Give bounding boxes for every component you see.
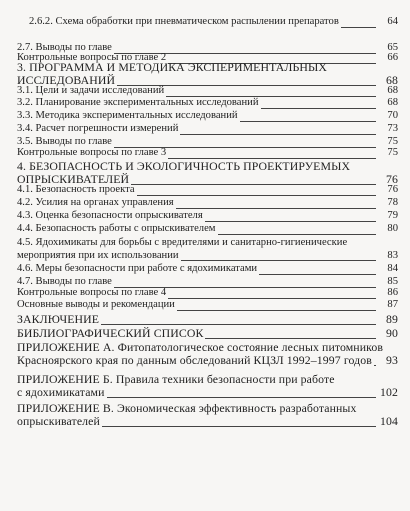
toc-entry-text: 3. ПРОГРАММА И МЕТОДИКА ЭКСПЕРИМЕНТАЛЬНЫХ [17, 60, 328, 74]
toc-entry [17, 197, 398, 210]
toc-entry [17, 327, 398, 340]
toc-entry-line [17, 237, 398, 250]
toc-page-number: 90 [386, 326, 398, 340]
toc-entry [17, 110, 398, 123]
toc-entry-line [17, 386, 398, 399]
toc-entry-text: Основные выводы и рекомендации [17, 299, 175, 310]
toc-entry [17, 373, 398, 399]
dot-leader [180, 134, 376, 135]
toc-entry-text: 3.5. Выводы по главе [17, 136, 112, 147]
toc-entry [17, 61, 398, 87]
toc-entry [17, 402, 398, 428]
toc-entry-line [17, 354, 398, 367]
toc-entry-line [17, 110, 398, 123]
toc-entry-line [17, 184, 398, 197]
toc-entry-line [17, 210, 398, 223]
toc-entry-text: ОПРЫСКИВАТЕЛЕЙ [17, 172, 130, 186]
dot-leader [176, 208, 376, 209]
toc-page-number: 87 [387, 299, 398, 310]
toc-entry-line [17, 313, 398, 326]
toc-entry-text: Контрольные вопросы по главе 2 [17, 52, 167, 63]
toc-page-number: 66 [387, 52, 398, 63]
toc-page-number: 64 [387, 16, 398, 27]
toc-entry [17, 237, 398, 262]
dot-leader [181, 260, 376, 261]
toc-page-number: 68 [386, 73, 398, 87]
toc-entry-text: 3.4. Расчет погрешности измерений [17, 123, 179, 134]
toc-entry-text: 2.7. Выводы по главе [17, 42, 112, 53]
toc-page-number: 85 [387, 276, 398, 287]
toc-entry [17, 97, 398, 110]
toc-entry-line [17, 299, 398, 312]
toc-entry-text: Красноярского края по данным обследований КЦЗЛ 1992–1997 годов [17, 353, 372, 367]
toc-entry-text: с ядохимикатами [17, 385, 105, 399]
dot-leader [137, 195, 376, 196]
toc-entry-text: 4.4. Безопасность работы с опрыскивателем [17, 223, 216, 234]
toc-entry-line [29, 16, 398, 29]
toc-entry-text: мероприятия при их использовании [17, 249, 179, 261]
toc-page-number: 76 [387, 184, 398, 195]
toc-entry-line [17, 123, 398, 136]
toc-entry [17, 341, 398, 367]
toc-entry-text: ПРИЛОЖЕНИЕ А. Фитопатологическое состояние лесных питомников [17, 340, 384, 354]
toc-page-number: 73 [387, 123, 398, 134]
dot-leader [205, 338, 376, 339]
toc-entry-text: ЗАКЛЮЧЕНИЕ [17, 312, 100, 326]
toc-entry-text: 2.6.2. Схема обработки при пневматическом распылении препаратов [29, 16, 339, 27]
dot-leader [177, 310, 376, 311]
toc-entry-text: 4.6. Меры безопасности при работе с ядохимикатами [17, 263, 258, 274]
toc-entry [17, 184, 398, 197]
toc-entry [17, 210, 398, 223]
toc-page-number: 104 [380, 414, 398, 428]
toc-entry-line [17, 85, 398, 98]
toc-entry-line [17, 223, 398, 236]
dot-leader [205, 221, 376, 222]
toc-entry-text: опрыскивателей [17, 414, 100, 428]
toc-entry-line [17, 147, 398, 160]
toc-entry-line [17, 287, 398, 300]
toc-page-number: 102 [380, 385, 398, 399]
toc-entry [17, 263, 398, 276]
toc-entry-text: 4.3. Оценка безопасности опрыскивателя [17, 210, 203, 221]
toc-entry-text: ИССЛЕДОВАНИЙ [17, 73, 116, 87]
dot-leader [102, 426, 376, 427]
toc-entry-text: 4.5. Ядохимикаты для борьбы с вредителями и санитарно-гигиенические [17, 237, 348, 248]
toc-entry-text: Контрольные вопросы по главе 4 [17, 287, 167, 298]
dot-leader [374, 365, 376, 366]
toc-page-number: 78 [387, 197, 398, 208]
toc-page-number: 83 [387, 249, 398, 261]
toc-page-number: 65 [387, 42, 398, 53]
toc-entry-text: Контрольные вопросы по главе 3 [17, 147, 167, 158]
toc-page-number: 68 [387, 85, 398, 96]
toc-entry-text: 3.2. Планирование экспериментальных исследований [17, 97, 259, 108]
toc-entry [17, 287, 398, 300]
toc-entry [17, 85, 398, 98]
toc-entry-line [17, 327, 398, 340]
toc-page-number: 89 [386, 312, 398, 326]
toc-page-number: 68 [387, 97, 398, 108]
toc-entry-line [17, 263, 398, 276]
dot-leader [240, 121, 376, 122]
toc-page-number: 75 [387, 147, 398, 158]
toc-entry [29, 16, 398, 29]
dot-leader [259, 274, 376, 275]
toc-page-number: 80 [387, 223, 398, 234]
toc-entry [17, 223, 398, 236]
toc-page-number: 79 [387, 210, 398, 221]
toc-entry-text: ПРИЛОЖЕНИЕ Б. Правила техники безопасности при работе [17, 372, 335, 386]
toc-entry-line [17, 197, 398, 210]
toc-page-number: 84 [387, 263, 398, 274]
toc-entry-text: 3.3. Методика экспериментальных исследований [17, 110, 238, 121]
toc-entry-text: 4.1. Безопасность проекта [17, 184, 135, 195]
toc-page-number: 76 [386, 172, 398, 186]
toc-entry-text: 4.2. Усилия на органах управления [17, 197, 174, 208]
toc-page-number: 93 [386, 353, 398, 367]
toc-entry [17, 160, 398, 186]
toc-entry-text: 4.7. Выводы по главе [17, 276, 112, 287]
toc-entry [17, 299, 398, 312]
toc-entry-line [17, 415, 398, 428]
toc-page-number: 86 [387, 287, 398, 298]
toc-entry-text: 3.1. Цели и задачи исследований [17, 85, 165, 96]
toc-entry-line [17, 97, 398, 110]
dot-leader [218, 234, 376, 235]
toc-entry-line [17, 250, 398, 263]
dot-leader [101, 324, 376, 325]
toc-entry [17, 313, 398, 326]
dot-leader [261, 108, 376, 109]
toc-entry-text: 4. БЕЗОПАСНОСТЬ И ЭКОЛОГИЧНОСТЬ ПРОЕКТИРУЕМЫХ [17, 159, 351, 173]
toc-entry [17, 147, 398, 160]
toc-entry-text: ПРИЛОЖЕНИЕ В. Экономическая эффективность разработанных [17, 401, 357, 415]
toc-page-number: 75 [387, 136, 398, 147]
dot-leader [341, 27, 376, 28]
toc-page-number: 70 [387, 110, 398, 121]
toc-entry-text: БИБЛИОГРАФИЧЕСКИЙ СПИСОК [17, 326, 204, 340]
toc-entry [17, 123, 398, 136]
dot-leader [107, 397, 376, 398]
